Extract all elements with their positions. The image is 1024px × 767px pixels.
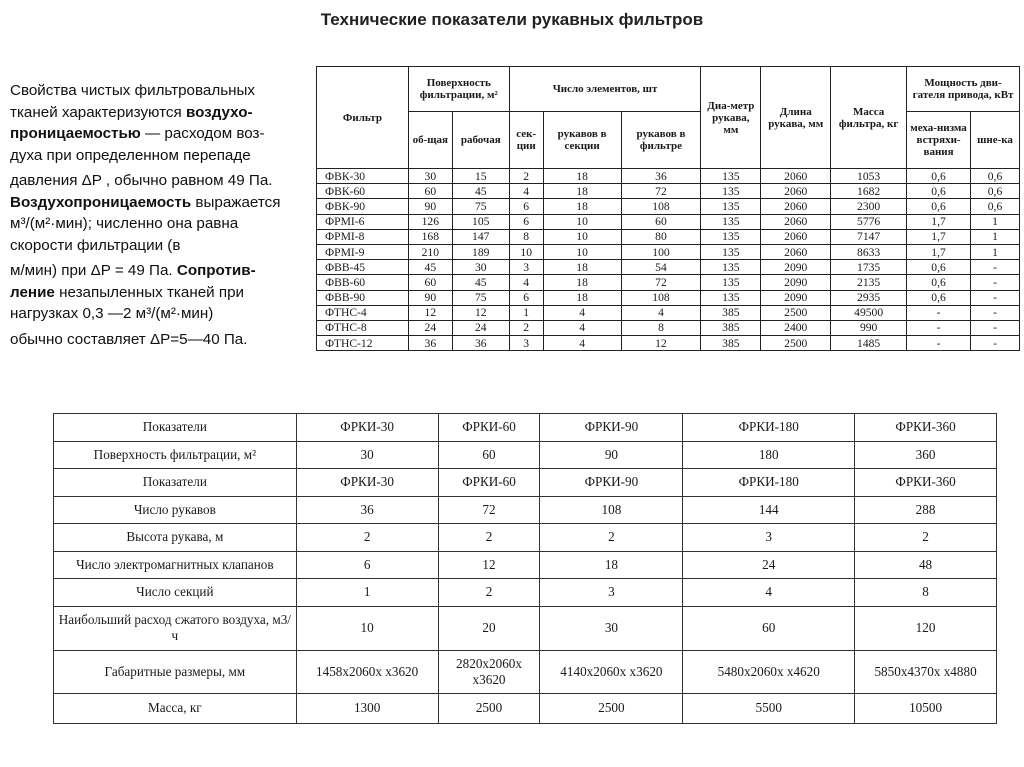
filter-name-cell: ФВВ-90 bbox=[317, 290, 409, 305]
table-cell: 2090 bbox=[761, 260, 831, 275]
col-filter-header: Фильтр bbox=[317, 67, 409, 169]
table-cell: 80 bbox=[621, 229, 701, 244]
table-cell: 60 bbox=[408, 275, 452, 290]
table-cell: 0,6 bbox=[907, 199, 971, 214]
frki-spec-table-body bbox=[54, 414, 997, 724]
table-cell: 24 bbox=[683, 551, 855, 579]
table-cell: 60 bbox=[683, 606, 855, 650]
table-cell: 18 bbox=[543, 290, 621, 305]
table-cell: 100 bbox=[621, 244, 701, 259]
table-row bbox=[54, 579, 997, 607]
table-cell: 3 bbox=[509, 260, 543, 275]
table-cell: - bbox=[971, 290, 1020, 305]
table-cell: 2060 bbox=[761, 169, 831, 184]
table-row bbox=[54, 606, 997, 650]
intro-text-span: выражается м³/(м²·мин); численно она равна скорости фильтрации (в bbox=[10, 193, 281, 254]
frki-spec-table bbox=[53, 413, 997, 724]
table-cell: 1,7 bbox=[907, 244, 971, 259]
filter-name-cell: ФВК-90 bbox=[317, 199, 409, 214]
table-cell: 20 bbox=[438, 606, 540, 650]
table-cell: 8 bbox=[855, 579, 997, 607]
parameter-label-cell: Показатели bbox=[54, 414, 297, 442]
filter-name-cell: ФРМІ-6 bbox=[317, 214, 409, 229]
filter-name-cell: ФВК-30 bbox=[317, 169, 409, 184]
table-cell: 8 bbox=[509, 229, 543, 244]
table-cell: - bbox=[907, 320, 971, 335]
filter-name-cell: ФТНС-4 bbox=[317, 305, 409, 320]
table-cell: 1053 bbox=[831, 169, 907, 184]
table-row bbox=[54, 693, 997, 723]
col-power-screw-header: шне-ка bbox=[971, 112, 1020, 169]
filter-name-cell: ФТНС-8 bbox=[317, 320, 409, 335]
table-row bbox=[317, 184, 1020, 199]
table-cell: 1 bbox=[509, 305, 543, 320]
table-cell: 10 bbox=[509, 244, 543, 259]
table-cell: 120 bbox=[855, 606, 997, 650]
table-cell: 10 bbox=[296, 606, 438, 650]
table-cell: 2 bbox=[296, 524, 438, 552]
table-cell: 1300 bbox=[296, 693, 438, 723]
table-row bbox=[317, 275, 1020, 290]
table-cell: 4 bbox=[543, 320, 621, 335]
table-cell: 4 bbox=[621, 305, 701, 320]
table-cell: 45 bbox=[408, 260, 452, 275]
table-cell: - bbox=[971, 275, 1020, 290]
table-cell: 60 bbox=[438, 441, 540, 469]
intro-term-resistance: Сопротив-ление bbox=[10, 262, 256, 301]
parameter-label-cell: Число рукавов bbox=[54, 496, 297, 524]
table-cell: 4 bbox=[543, 336, 621, 351]
col-power-shaking-header: меха-низма встряхи-вания bbox=[907, 112, 971, 169]
table-cell: 90 bbox=[408, 290, 452, 305]
table-cell: 990 bbox=[831, 320, 907, 335]
filter-name-cell: ФВК-60 bbox=[317, 184, 409, 199]
filters-spec-table-body bbox=[317, 169, 1020, 351]
table-cell: 1682 bbox=[831, 184, 907, 199]
table-cell: 2060 bbox=[761, 199, 831, 214]
col-mass-header: Масса фильтра, кг bbox=[831, 67, 907, 169]
table-cell: 3 bbox=[509, 336, 543, 351]
table-cell: ФРКИ-30 bbox=[296, 414, 438, 442]
table-cell: 108 bbox=[621, 199, 701, 214]
table-cell: 1 bbox=[296, 579, 438, 607]
table-cell: 4 bbox=[509, 184, 543, 199]
table-cell: - bbox=[971, 336, 1020, 351]
table-cell: 72 bbox=[621, 275, 701, 290]
table-cell: 36 bbox=[296, 496, 438, 524]
table-cell: 108 bbox=[621, 290, 701, 305]
table-cell: 48 bbox=[855, 551, 997, 579]
table-cell: 144 bbox=[683, 496, 855, 524]
table-cell: 18 bbox=[540, 551, 683, 579]
table-cell: 10 bbox=[543, 244, 621, 259]
table-cell: 147 bbox=[452, 229, 509, 244]
table-cell: 30 bbox=[296, 441, 438, 469]
table-cell: 4 bbox=[543, 305, 621, 320]
table-cell: 18 bbox=[543, 169, 621, 184]
table-cell: 1 bbox=[971, 214, 1020, 229]
table-cell: 45 bbox=[452, 184, 509, 199]
table-cell: 0,6 bbox=[907, 169, 971, 184]
intro-text-span: м/мин) при ΔP = 49 Па. bbox=[10, 262, 177, 279]
table-cell: 10 bbox=[543, 214, 621, 229]
table-cell: 10500 bbox=[855, 693, 997, 723]
table-cell: 5480х2060х х4620 bbox=[683, 650, 855, 693]
table-cell: 189 bbox=[452, 244, 509, 259]
table-cell: 135 bbox=[701, 260, 761, 275]
table-cell: 2300 bbox=[831, 199, 907, 214]
table-cell: 2935 bbox=[831, 290, 907, 305]
col-sleeves-filter-header: рукавов в фильтре bbox=[621, 112, 701, 169]
table-cell: ФРКИ-90 bbox=[540, 469, 683, 497]
page-title: Технические показатели рукавных фильтров bbox=[320, 10, 704, 29]
table-cell: 1,7 bbox=[907, 229, 971, 244]
table-cell: 135 bbox=[701, 184, 761, 199]
table-cell: 2500 bbox=[761, 305, 831, 320]
table-cell: 30 bbox=[540, 606, 683, 650]
intro-term-air-permeability: воздухо-проницаемостью bbox=[10, 103, 253, 142]
table-cell: 4 bbox=[509, 275, 543, 290]
table-cell: ФРКИ-30 bbox=[296, 469, 438, 497]
table-cell: 2060 bbox=[761, 229, 831, 244]
table-cell: 12 bbox=[438, 551, 540, 579]
table-cell: 2060 bbox=[761, 214, 831, 229]
table-cell: 2820х2060х х3620 bbox=[438, 650, 540, 693]
table-cell: 135 bbox=[701, 229, 761, 244]
table-cell: 12 bbox=[408, 305, 452, 320]
table-row bbox=[54, 524, 997, 552]
intro-text-span: Свойства чистых фильтровальных тканей характеризуются bbox=[10, 82, 256, 121]
table-cell: 54 bbox=[621, 260, 701, 275]
intro-text-span: — расходом воз-духа при определенном перепаде bbox=[10, 125, 265, 164]
filter-name-cell: ФВВ-60 bbox=[317, 275, 409, 290]
filters-spec-table bbox=[316, 66, 1020, 351]
col-diameter-header: Диа-метр рукава, мм bbox=[701, 67, 761, 169]
table-cell: 0,6 bbox=[971, 169, 1020, 184]
table-cell: 135 bbox=[701, 290, 761, 305]
table-cell: - bbox=[971, 305, 1020, 320]
table-cell: 8633 bbox=[831, 244, 907, 259]
table-cell: 12 bbox=[621, 336, 701, 351]
table-cell: 1 bbox=[971, 229, 1020, 244]
table-row bbox=[54, 650, 997, 693]
filter-name-cell: ФВВ-45 bbox=[317, 260, 409, 275]
table-cell: 4 bbox=[683, 579, 855, 607]
table-cell: 60 bbox=[408, 184, 452, 199]
table-row bbox=[317, 169, 1020, 184]
filter-name-cell: ФРМІ-9 bbox=[317, 244, 409, 259]
col-surface-total-header: об-щая bbox=[408, 112, 452, 169]
intro-text bbox=[10, 80, 295, 350]
table-cell: 385 bbox=[701, 305, 761, 320]
table-cell: 2 bbox=[438, 579, 540, 607]
col-sleeves-section-header: рукавов в секции bbox=[543, 112, 621, 169]
table-row bbox=[317, 199, 1020, 214]
intro-paragraph-1 bbox=[10, 80, 295, 166]
table-cell: ФРКИ-360 bbox=[855, 414, 997, 442]
table-cell: - bbox=[907, 336, 971, 351]
table-cell: 0,6 bbox=[907, 290, 971, 305]
table-row bbox=[54, 414, 997, 442]
table-cell: 8 bbox=[621, 320, 701, 335]
parameter-label-cell: Высота рукава, м bbox=[54, 524, 297, 552]
table-cell: 105 bbox=[452, 214, 509, 229]
table-cell: 2 bbox=[438, 524, 540, 552]
table-cell: 2 bbox=[540, 524, 683, 552]
table-cell: 385 bbox=[701, 336, 761, 351]
table-cell: 210 bbox=[408, 244, 452, 259]
table-row bbox=[317, 214, 1020, 229]
table-cell: 135 bbox=[701, 275, 761, 290]
table-cell: 30 bbox=[452, 260, 509, 275]
table-cell: 1,7 bbox=[907, 214, 971, 229]
table-cell: 6 bbox=[509, 290, 543, 305]
table-cell: 90 bbox=[408, 199, 452, 214]
intro-paragraph-2 bbox=[10, 170, 295, 256]
table-cell: 1458х2060х х3620 bbox=[296, 650, 438, 693]
table-cell: 5776 bbox=[831, 214, 907, 229]
col-power-header: Мощность дви-гателя привода, кВт bbox=[907, 67, 1020, 112]
table-cell: 0,6 bbox=[907, 184, 971, 199]
table-cell: 18 bbox=[543, 184, 621, 199]
parameter-label-cell: Масса, кг bbox=[54, 693, 297, 723]
table-cell: 90 bbox=[540, 441, 683, 469]
table-cell: ФРКИ-180 bbox=[683, 469, 855, 497]
table-cell: 3 bbox=[683, 524, 855, 552]
table-cell: 2060 bbox=[761, 184, 831, 199]
table-cell: 180 bbox=[683, 441, 855, 469]
table-cell: 2400 bbox=[761, 320, 831, 335]
parameter-label-cell: Число электромагнитных клапанов bbox=[54, 551, 297, 579]
table-cell: 2500 bbox=[540, 693, 683, 723]
table-cell: 75 bbox=[452, 199, 509, 214]
intro-text-span: давления ΔP , обычно равном 49 Па. bbox=[10, 172, 273, 189]
table-cell: 0,6 bbox=[907, 275, 971, 290]
table-cell: - bbox=[907, 305, 971, 320]
table-cell: 4140х2060х х3620 bbox=[540, 650, 683, 693]
table-cell: - bbox=[971, 260, 1020, 275]
table-cell: 36 bbox=[408, 336, 452, 351]
table-cell: 2090 bbox=[761, 275, 831, 290]
table-cell: 135 bbox=[701, 169, 761, 184]
intro-paragraph-4: обычно составляет ΔP=5—40 Па. bbox=[10, 330, 248, 348]
table-cell: 0,6 bbox=[971, 199, 1020, 214]
table-cell: 1 bbox=[971, 244, 1020, 259]
table-cell: 2 bbox=[509, 169, 543, 184]
intro-term-air-permeability-2: Воздухопроницаемость bbox=[10, 193, 192, 211]
table-cell: 72 bbox=[621, 184, 701, 199]
table-cell: 60 bbox=[621, 214, 701, 229]
table-cell: 360 bbox=[855, 441, 997, 469]
table-cell: 135 bbox=[701, 199, 761, 214]
table-cell: ФРКИ-60 bbox=[438, 414, 540, 442]
table-cell: 288 bbox=[855, 496, 997, 524]
table-cell: 6 bbox=[509, 199, 543, 214]
table-row bbox=[54, 496, 997, 524]
table-cell: 2 bbox=[509, 320, 543, 335]
table-row bbox=[54, 469, 997, 497]
table-cell: - bbox=[971, 320, 1020, 335]
col-surface-working-header: рабочая bbox=[452, 112, 509, 169]
table-cell: 108 bbox=[540, 496, 683, 524]
table-cell: 15 bbox=[452, 169, 509, 184]
table-cell: 2060 bbox=[761, 244, 831, 259]
parameter-label-cell: Габаритные размеры, мм bbox=[54, 650, 297, 693]
table-row bbox=[54, 551, 997, 579]
table-cell: 2135 bbox=[831, 275, 907, 290]
table-cell: 24 bbox=[452, 320, 509, 335]
filter-name-cell: ФТНС-12 bbox=[317, 336, 409, 351]
table-cell: 5500 bbox=[683, 693, 855, 723]
table-row bbox=[317, 320, 1020, 335]
table-cell: 1735 bbox=[831, 260, 907, 275]
table-cell: 12 bbox=[452, 305, 509, 320]
table-cell: 72 bbox=[438, 496, 540, 524]
table-cell: 6 bbox=[509, 214, 543, 229]
table-row bbox=[317, 244, 1020, 259]
table-cell: 6 bbox=[296, 551, 438, 579]
table-cell: 3 bbox=[540, 579, 683, 607]
table-row bbox=[317, 290, 1020, 305]
table-cell: ФРКИ-60 bbox=[438, 469, 540, 497]
intro-text-span: незапыленных тканей при нагрузках 0,3 —2 м³/(м²·мин) bbox=[10, 283, 245, 322]
table-cell: 45 bbox=[452, 275, 509, 290]
table-row bbox=[317, 229, 1020, 244]
table-cell: 2500 bbox=[438, 693, 540, 723]
table-row bbox=[317, 336, 1020, 351]
parameter-label-cell: Число секций bbox=[54, 579, 297, 607]
table-cell: 10 bbox=[543, 229, 621, 244]
filter-name-cell: ФРМІ-8 bbox=[317, 229, 409, 244]
table-cell: 18 bbox=[543, 199, 621, 214]
table-cell: 36 bbox=[452, 336, 509, 351]
table-cell: 135 bbox=[701, 244, 761, 259]
table-cell: 18 bbox=[543, 260, 621, 275]
parameter-label-cell: Наибольший расход сжатого воздуха, м3/ч bbox=[54, 606, 297, 650]
table-cell: 5850х4370х х4880 bbox=[855, 650, 997, 693]
table-cell: 0,6 bbox=[971, 184, 1020, 199]
table-cell: 24 bbox=[408, 320, 452, 335]
table-cell: 385 bbox=[701, 320, 761, 335]
table-cell: 18 bbox=[543, 275, 621, 290]
parameter-label-cell: Показатели bbox=[54, 469, 297, 497]
col-elements-header: Число элементов, шт bbox=[509, 67, 701, 112]
table-cell: 126 bbox=[408, 214, 452, 229]
table-cell: 2 bbox=[855, 524, 997, 552]
table-cell: 2500 bbox=[761, 336, 831, 351]
table-cell: 0,6 bbox=[907, 260, 971, 275]
table-cell: 1485 bbox=[831, 336, 907, 351]
table-row bbox=[54, 441, 997, 469]
table-row bbox=[317, 305, 1020, 320]
col-length-header: Длина рукава, мм bbox=[761, 67, 831, 169]
table-cell: 135 bbox=[701, 214, 761, 229]
table-row bbox=[317, 260, 1020, 275]
table-cell: 30 bbox=[408, 169, 452, 184]
table-cell: 75 bbox=[452, 290, 509, 305]
parameter-label-cell: Поверхность фильтрации, м² bbox=[54, 441, 297, 469]
table-cell: ФРКИ-360 bbox=[855, 469, 997, 497]
table-cell: 168 bbox=[408, 229, 452, 244]
table-cell: 49500 bbox=[831, 305, 907, 320]
table-cell: 2090 bbox=[761, 290, 831, 305]
table-cell: 7147 bbox=[831, 229, 907, 244]
table-cell: ФРКИ-90 bbox=[540, 414, 683, 442]
col-surface-header: Поверхность фильтрации, м² bbox=[408, 67, 509, 112]
intro-paragraph-3 bbox=[10, 260, 295, 325]
table-cell: 36 bbox=[621, 169, 701, 184]
table-cell: ФРКИ-180 bbox=[683, 414, 855, 442]
col-sections-header: сек-ции bbox=[509, 112, 543, 169]
